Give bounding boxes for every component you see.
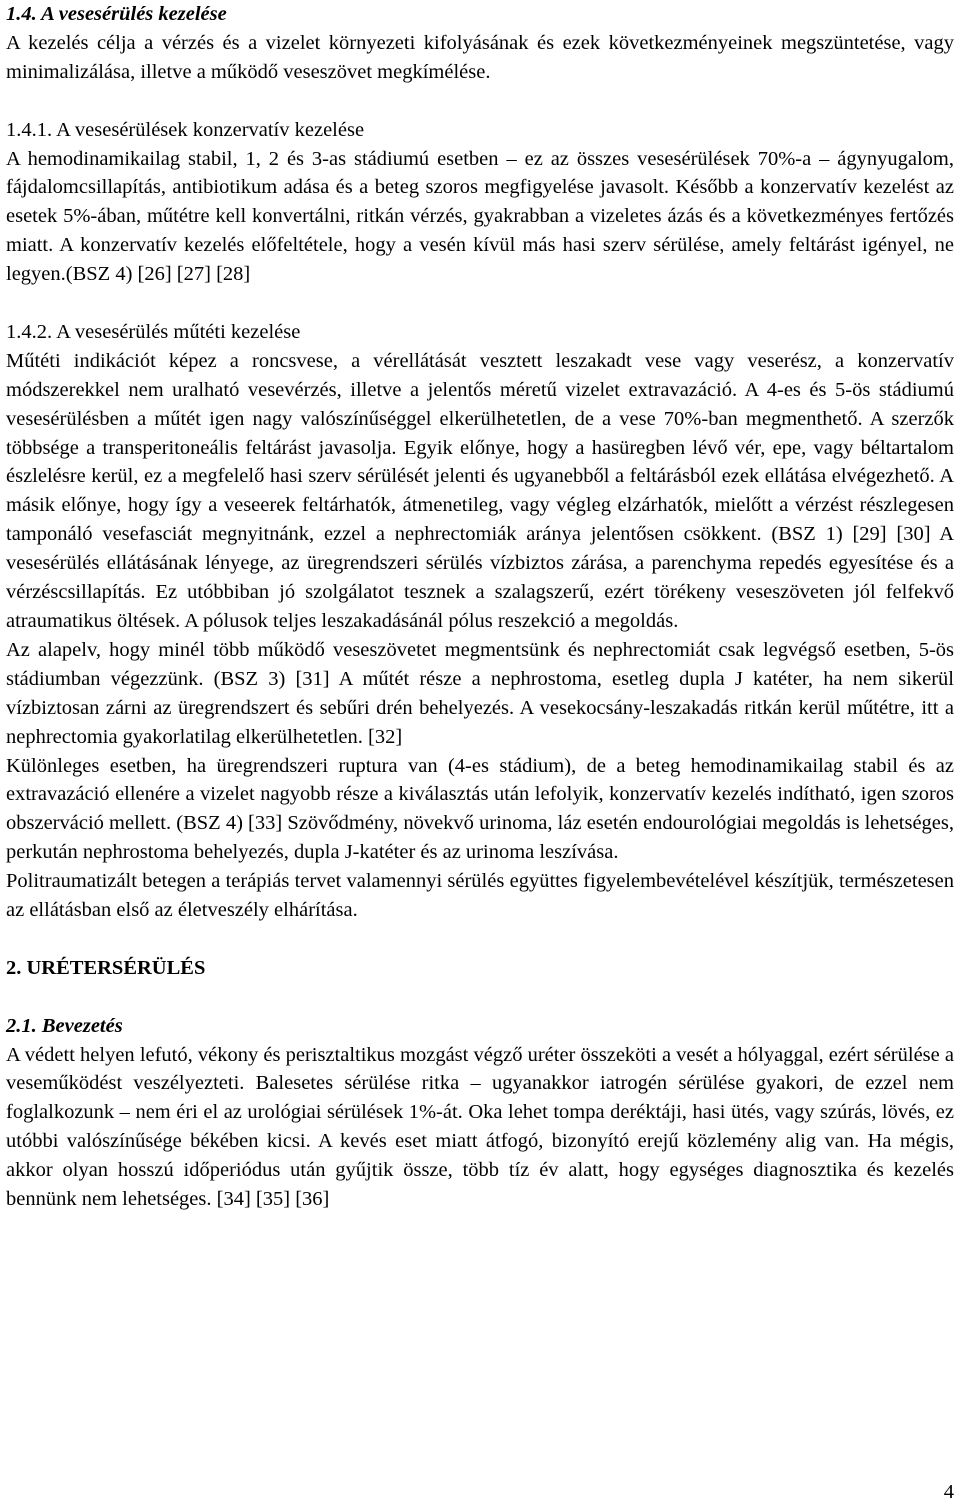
section-heading-1-4: 1.4. A vesesérülés kezelése [6,3,227,25]
paragraph: Politraumatizált betegen a terápiás tervet valamennyi sérülés együttes figyelembevételével készítjük, természetesen az ellátásban első az életveszély elhárítása. [6,870,954,922]
spacer [6,925,954,954]
paragraph: Műtéti indikációt képez a roncsvese, a vérellátását vesztett leszakadt vese vagy veserész, a konzervatív módszerekkel nem uralható vesevérzés, illetve a jelentős méretű vizelet extravazáció. A 4-es és 5-ös stádiumú vesesérülésben a műtét igen nagy valószínűséggel elkerülhetetlen, de a vese 70%-ban megmenthető. A szerzők többsége a transperitoneális feltárást javasolja. Egyik előnye, hogy a hasüregben lévő vér, epe, vagy béltartalom észlelésre kerül, ez a megfelelő hasi szerv sérülését jelenti és ugyanebből a feltárásból ezek ellátása elvégezhető. A másik előnye, hogy így a veseerek feltárhatók, átmenetileg, vagy végleg elzárhatók, mielőtt a vérzést részlegesen tamponáló vesefasciát megnyitnánk, ezzel a nephrectomiák aránya jelentősen csökkent. (BSZ 1) [29] [30] A vesesérülés ellátásának lényege, az üregrendszeri sérülés vízbiztos zárása, a parenchyma repedés egyesítése és a vérzéscsillapítás. Ez utóbbiban jó szolgálatot tesznek a szalagszerű, ezért törékeny veseszöveten jól felfekvő atraumatikus öltések. A pólusok teljes leszakadásánál pólus reszekció a megoldás. [6,349,954,632]
paragraph: Az alapelv, hogy minél több működő veseszövetet megmentsünk és nephrectomiát csak legvégső esetben, 5-ös stádiumban végezzünk. (BSZ 3) [31] A műtét része a nephrostoma, esetleg dupla J katéter, ha nem sikerül vízbiztosan zárni az üregrendszert és sebűri drén behelyezés. A vesekocsány-leszakadás ritkán kerül műtétre, itt a nephrectomia gyakorlatilag elkerülhetetlen. [32] [6,638,954,748]
spacer [6,289,954,318]
section-heading-1-4-1: 1.4.1. A vesesérülések konzervatív kezelése [6,118,365,141]
paragraph: Különleges esetben, ha üregrendszeri ruptura van (4-es stádium), de a beteg hemodinamikailag stabil és az extravazáció ellenére a vizelet nagyobb része a kiválasztás után lefolyik, konzervatív kezelés indítható, igen szoros obszerváció mellett. (BSZ 4) [33] Szövődmény, növekvő urinoma, láz esetén endourológiai megoldás is lehetséges, perkután nephrostoma behelyezés, dupla J-katéter és az urinoma leszívása. [6,754,954,864]
section-heading-2-1: 2.1. Bevezetés [6,1014,123,1037]
document-page [6,0,954,1214]
spacer [6,87,954,116]
paragraph: A kezelés célja a vérzés és a vizelet környezeti kifolyásának és ezek következményeinek megszüntetése, vagy minimalizálása, illetve a működő veseszövet megkímélése. [6,31,954,83]
paragraph: A védett helyen lefutó, vékony és perisztaltikus mozgást végző uréter összeköti a vesét a hólyaggal, ezért sérülése a veseműködést veszélyezteti. Balesetes sérülése ritka – ugyanakkor iatrogén sérülése gyakori, de ezzel nem foglalkozunk – nem éri el az urológiai sérülések 1%-át. Oka lehet tompa deréktáji, hasi ütés, vagy szúrás, lövés, ez utóbbi valószínűsége békében kicsi. A kevés eset miatt átfogó, bizonyító erejű közlemény alig van. Ha mégis, akkor olyan hosszú időperiódus után gyűjtik össze, több tíz év alatt, hogy egységes diagnosztika és kezelés bennünk nem lehetséges. [34] [35] [36] [6,1043,954,1211]
section-heading-1-4-2: 1.4.2. A vesesérülés műtéti kezelése [6,320,301,343]
paragraph: A hemodinamikailag stabil, 1, 2 és 3-as stádiumú esetben – ez az összes vesesérülések 70%-a – ágynyugalom, fájdalomcsillapítás, antibiotikum adása és a beteg szoros megfigyelése javasolt. Később a konzervatív kezelést az esetek 5%-ában, műtétre kell konvertálni, ritkán vérzés, gyakrabban a vizeletes ázás és a következményes fertőzés miatt. A konzervatív kezelés előfeltétele, hogy a vesén kívül más hasi szerv sérülése, amely feltárást igényel, ne legyen.(BSZ 4) [26] [27] [28] [6,147,954,286]
page-number: 4 [943,1481,954,1503]
section-heading-2: 2. URÉTERSÉRÜLÉS [6,956,206,979]
spacer [6,983,954,1012]
